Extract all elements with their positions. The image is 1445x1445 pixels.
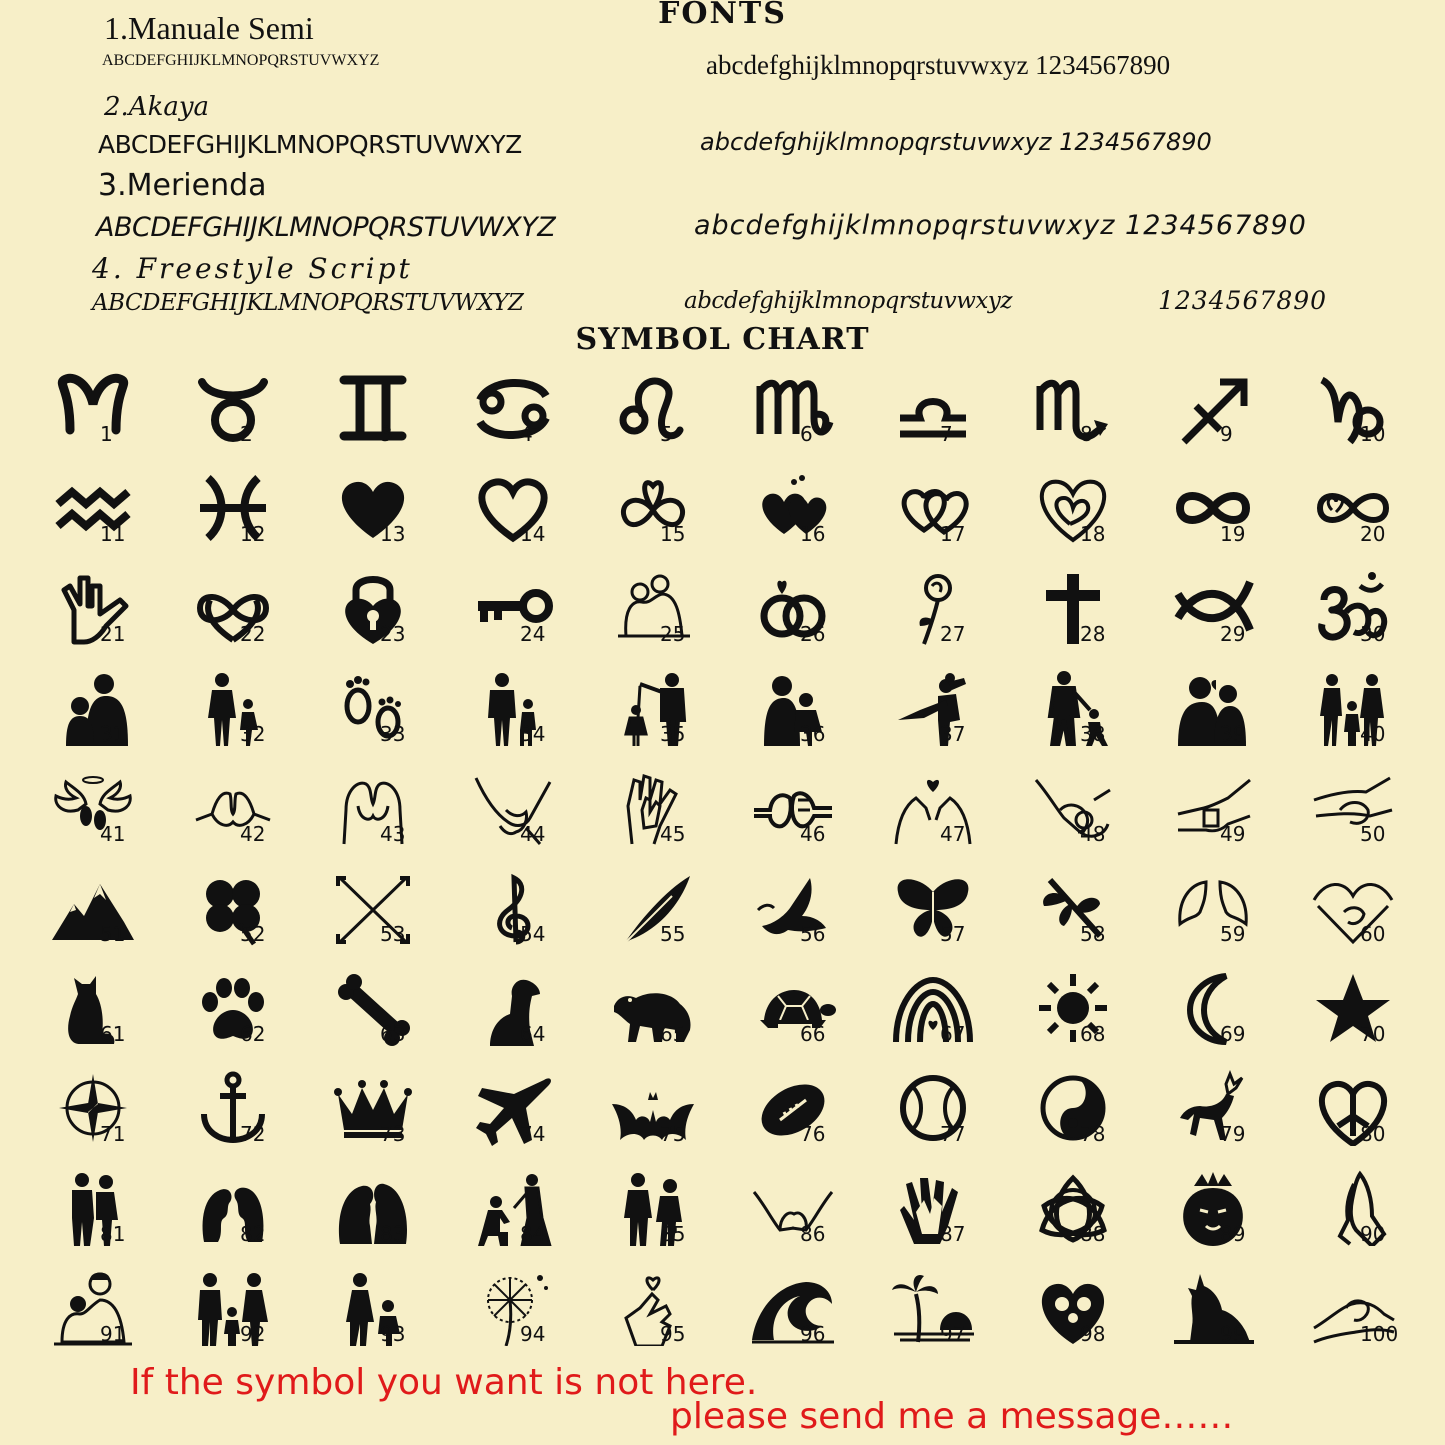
symbol-number: 88 (1080, 1222, 1106, 1246)
gemini-icon (330, 370, 416, 446)
symbol-number: 34 (520, 722, 546, 746)
symbol-cell (1010, 1168, 1150, 1268)
symbol-cell (1010, 468, 1150, 568)
fonts-title: FONTS (658, 0, 787, 31)
symbol-cell (310, 868, 450, 968)
symbol-number: 99 (1220, 1322, 1246, 1346)
symbol-number: 68 (1080, 1022, 1106, 1046)
symbol-number: 67 (940, 1022, 966, 1046)
symbol-number: 98 (1080, 1322, 1106, 1346)
taurus-icon (190, 370, 276, 446)
symbol-number: 77 (940, 1122, 966, 1146)
symbol-number: 73 (380, 1122, 406, 1146)
symbol-cell (30, 1268, 170, 1368)
symbol-cell (30, 668, 170, 768)
symbol-cell (450, 468, 590, 568)
symbol-number: 60 (1360, 922, 1386, 946)
symbol-number: 54 (520, 922, 546, 946)
symbol-cell (1150, 968, 1290, 1068)
symbol-cell (1010, 1068, 1150, 1168)
symbol-number: 24 (520, 622, 546, 646)
symbol-number: 12 (240, 522, 266, 546)
symbol-cell (450, 1168, 590, 1268)
symbol-cell (870, 1068, 1010, 1168)
footer-note-line-2: please send me a message…… (670, 1396, 1234, 1437)
symbol-cell (170, 968, 310, 1068)
footer-note-line-1: If the symbol you want is not here. (130, 1362, 758, 1403)
symbol-cell (450, 868, 590, 968)
symbol-number: 58 (1080, 922, 1106, 946)
symbol-number: 36 (800, 722, 826, 746)
symbol-number: 64 (520, 1022, 546, 1046)
symbol-number: 53 (380, 922, 406, 946)
symbol-number: 92 (240, 1322, 266, 1346)
symbol-number: 22 (240, 622, 266, 646)
symbol-number: 25 (660, 622, 686, 646)
symbol-cell (1150, 868, 1290, 968)
symbol-cell (170, 1268, 310, 1368)
symbol-number: 23 (380, 622, 406, 646)
symbol-cell (1010, 368, 1150, 468)
symbol-cell (590, 768, 730, 868)
symbol-cell (1150, 368, 1290, 468)
symbol-number: 46 (800, 822, 826, 846)
symbol-number: 21 (100, 622, 126, 646)
symbol-number: 96 (800, 1322, 826, 1346)
symbol-cell (170, 668, 310, 768)
symbol-number: 79 (1220, 1122, 1246, 1146)
symbol-cell (1290, 968, 1430, 1068)
symbol-cell (310, 968, 450, 1068)
symbol-cell (870, 1168, 1010, 1268)
symbol-cell (170, 868, 310, 968)
symbol-cell (1150, 1268, 1290, 1368)
symbol-number: 2 (240, 422, 253, 446)
symbol-number: 78 (1080, 1122, 1106, 1146)
symbol-number: 52 (240, 922, 266, 946)
symbol-cell (1150, 768, 1290, 868)
symbol-number: 84 (520, 1222, 546, 1246)
symbol-number: 62 (240, 1022, 266, 1046)
symbol-cell (30, 768, 170, 868)
symbol-cell (870, 968, 1010, 1068)
symbol-cell (730, 568, 870, 668)
symbol-cell (1010, 568, 1150, 668)
symbol-number: 37 (940, 722, 966, 746)
symbol-cell (590, 968, 730, 1068)
symbol-number: 89 (1220, 1222, 1246, 1246)
symbol-number: 4 (520, 422, 533, 446)
symbol-cell (450, 668, 590, 768)
symbol-number: 8 (1080, 422, 1093, 446)
symbol-number: 65 (660, 1022, 686, 1046)
symbol-number: 26 (800, 622, 826, 646)
symbol-cell (730, 1068, 870, 1168)
symbol-chart-title: SYMBOL CHART (575, 322, 870, 357)
symbol-cell (870, 568, 1010, 668)
symbol-cell (1290, 1268, 1430, 1368)
font-2-name: 2.Akaya (104, 92, 210, 122)
symbol-cell (170, 768, 310, 868)
font-2-uppercase-sample: ABCDEFGHIJKLMNOPQRSTUVWXYZ (98, 130, 522, 159)
symbol-cell (870, 468, 1010, 568)
symbol-number: 55 (660, 922, 686, 946)
symbol-cell (1150, 1068, 1290, 1168)
symbol-number: 32 (240, 722, 266, 746)
symbol-number: 7 (940, 422, 953, 446)
symbol-number: 69 (1220, 1022, 1246, 1046)
symbol-cell (1010, 668, 1150, 768)
symbol-number: 61 (100, 1022, 126, 1046)
symbol-cell (310, 568, 450, 668)
symbol-cell (1290, 768, 1430, 868)
symbol-number: 11 (100, 522, 126, 546)
symbol-cell (310, 768, 450, 868)
symbol-cell (310, 1068, 450, 1168)
font-4-name: 4. Freestyle Script (92, 252, 413, 285)
symbol-number: 15 (660, 522, 686, 546)
symbol-cell (30, 568, 170, 668)
symbol-cell (730, 668, 870, 768)
symbol-number: 28 (1080, 622, 1106, 646)
symbol-number: 29 (1220, 622, 1246, 646)
symbol-number: 6 (800, 422, 813, 446)
symbol-number: 43 (380, 822, 406, 846)
symbol-cell (450, 968, 590, 1068)
symbol-cell (870, 668, 1010, 768)
symbol-cell (450, 1268, 590, 1368)
symbol-grid (30, 368, 1430, 1368)
symbol-number: 80 (1360, 1122, 1386, 1146)
symbol-number: 97 (940, 1322, 966, 1346)
symbol-cell (30, 1168, 170, 1268)
symbol-number: 95 (660, 1322, 686, 1346)
scorpio-icon (1030, 370, 1116, 446)
symbol-cell (730, 368, 870, 468)
symbol-cell (1150, 668, 1290, 768)
symbol-number: 72 (240, 1122, 266, 1146)
aries-icon (50, 370, 136, 446)
symbol-cell (870, 768, 1010, 868)
font-1-name: 1.Manuale Semi (104, 10, 314, 46)
symbol-cell (170, 468, 310, 568)
symbol-number: 51 (100, 922, 126, 946)
symbol-number: 33 (380, 722, 406, 746)
symbol-cell (1290, 468, 1430, 568)
symbol-cell (450, 368, 590, 468)
symbol-cell (590, 1068, 730, 1168)
symbol-number: 56 (800, 922, 826, 946)
font-4-uppercase-sample: ABCDEFGHIJKLMNOPQRSTUVWXYZ (92, 290, 524, 316)
symbol-cell (1010, 768, 1150, 868)
symbol-number: 50 (1360, 822, 1386, 846)
symbol-number: 87 (940, 1222, 966, 1246)
symbol-number: 66 (800, 1022, 826, 1046)
symbol-cell (1290, 668, 1430, 768)
symbol-cell (1150, 568, 1290, 668)
font-2-lowercase-sample: abcdefghijklmnopqrstuvwxyz 1234567890 (700, 128, 1212, 156)
symbol-number: 76 (800, 1122, 826, 1146)
symbol-number: 18 (1080, 522, 1106, 546)
symbol-number: 63 (380, 1022, 406, 1046)
sagittarius-icon (1170, 370, 1256, 446)
symbol-cell (1290, 368, 1430, 468)
symbol-cell (170, 368, 310, 468)
symbol-cell (1010, 968, 1150, 1068)
symbol-cell (590, 1268, 730, 1368)
symbol-cell (590, 1168, 730, 1268)
symbol-cell (1150, 1168, 1290, 1268)
symbol-cell (1290, 568, 1430, 668)
symbol-cell (310, 468, 450, 568)
symbol-number: 83 (380, 1222, 406, 1246)
symbol-number: 35 (660, 722, 686, 746)
symbol-number: 91 (100, 1322, 126, 1346)
symbol-cell (590, 468, 730, 568)
font-3-name: 3.Merienda (98, 168, 267, 203)
symbol-number: 86 (800, 1222, 826, 1246)
symbol-cell (30, 868, 170, 968)
symbol-cell (1290, 1168, 1430, 1268)
symbol-number: 19 (1220, 522, 1246, 546)
symbol-number: 17 (940, 522, 966, 546)
font-1-uppercase-sample: ABCDEFGHIJKLMNOPQRSTUVWXYZ (102, 52, 380, 69)
symbol-number: 71 (100, 1122, 126, 1146)
symbol-cell (170, 1168, 310, 1268)
font-3-lowercase-sample: abcdefghijklmnopqrstuvwxyz 1234567890 (694, 210, 1307, 241)
symbol-cell (730, 868, 870, 968)
symbol-cell (590, 368, 730, 468)
symbol-cell (870, 1268, 1010, 1368)
symbol-number: 40 (1360, 722, 1386, 746)
libra-icon (890, 370, 976, 446)
font-1-lowercase-sample: abcdefghijklmnopqrstuvwxyz 1234567890 (706, 50, 1171, 80)
symbol-number: 94 (520, 1322, 546, 1346)
symbol-number: 93 (380, 1322, 406, 1346)
symbol-cell (870, 368, 1010, 468)
symbol-cell (310, 1168, 450, 1268)
symbol-number: 85 (660, 1222, 686, 1246)
symbol-number: 44 (520, 822, 546, 846)
symbol-number: 16 (800, 522, 826, 546)
symbol-number: 31 (100, 722, 126, 746)
symbol-number: 75 (660, 1122, 686, 1146)
symbol-number: 39 (1220, 722, 1246, 746)
symbol-number: 82 (240, 1222, 266, 1246)
symbol-cell (590, 568, 730, 668)
symbol-cell (310, 1268, 450, 1368)
symbol-cell (30, 1068, 170, 1168)
symbol-number: 45 (660, 822, 686, 846)
symbol-number: 9 (1220, 422, 1233, 446)
font-4-digits-sample: 1234567890 (1158, 286, 1328, 315)
symbol-cell (30, 968, 170, 1068)
symbol-cell (310, 368, 450, 468)
symbol-number: 14 (520, 522, 546, 546)
symbol-number: 13 (380, 522, 406, 546)
symbol-number: 74 (520, 1122, 546, 1146)
symbol-cell (310, 668, 450, 768)
symbol-number: 41 (100, 822, 126, 846)
font-4-lowercase-sample: abcdefghijklmnopqrstuvwxyz (684, 288, 1013, 314)
symbol-number: 38 (1080, 722, 1106, 746)
leo-icon (610, 370, 696, 446)
symbol-cell (870, 868, 1010, 968)
symbol-cell (450, 568, 590, 668)
symbol-cell (730, 768, 870, 868)
symbol-number: 20 (1360, 522, 1386, 546)
symbol-cell (730, 468, 870, 568)
symbol-cell (30, 468, 170, 568)
symbol-number: 47 (940, 822, 966, 846)
symbol-cell (450, 1068, 590, 1168)
symbol-cell (170, 568, 310, 668)
symbol-number: 27 (940, 622, 966, 646)
cancer-icon (470, 370, 556, 446)
symbol-number: 49 (1220, 822, 1246, 846)
symbol-number: 1 (100, 422, 113, 446)
symbol-cell (730, 968, 870, 1068)
symbol-number: 3 (380, 422, 393, 446)
symbol-cell (730, 1168, 870, 1268)
symbol-number: 100 (1360, 1322, 1399, 1346)
symbol-number: 81 (100, 1222, 126, 1246)
symbol-cell (590, 668, 730, 768)
symbol-cell (1010, 1268, 1150, 1368)
symbol-cell (1010, 868, 1150, 968)
symbol-cell (450, 768, 590, 868)
symbol-number: 70 (1360, 1022, 1386, 1046)
symbol-number: 59 (1220, 922, 1246, 946)
font-3-uppercase-sample: ABCDEFGHIJKLMNOPQRSTUVWXYZ (96, 212, 556, 243)
virgo-icon (750, 370, 836, 446)
symbol-cell (730, 1268, 870, 1368)
symbol-cell (590, 868, 730, 968)
symbol-cell (30, 368, 170, 468)
symbol-number: 48 (1080, 822, 1106, 846)
symbol-number: 10 (1360, 422, 1386, 446)
symbol-number: 42 (240, 822, 266, 846)
symbol-number: 90 (1360, 1222, 1386, 1246)
symbol-cell (170, 1068, 310, 1168)
symbol-cell (1290, 1068, 1430, 1168)
symbol-number: 5 (660, 422, 673, 446)
symbol-number: 57 (940, 922, 966, 946)
symbol-number: 30 (1360, 622, 1386, 646)
symbol-cell (1150, 468, 1290, 568)
symbol-cell (1290, 868, 1430, 968)
